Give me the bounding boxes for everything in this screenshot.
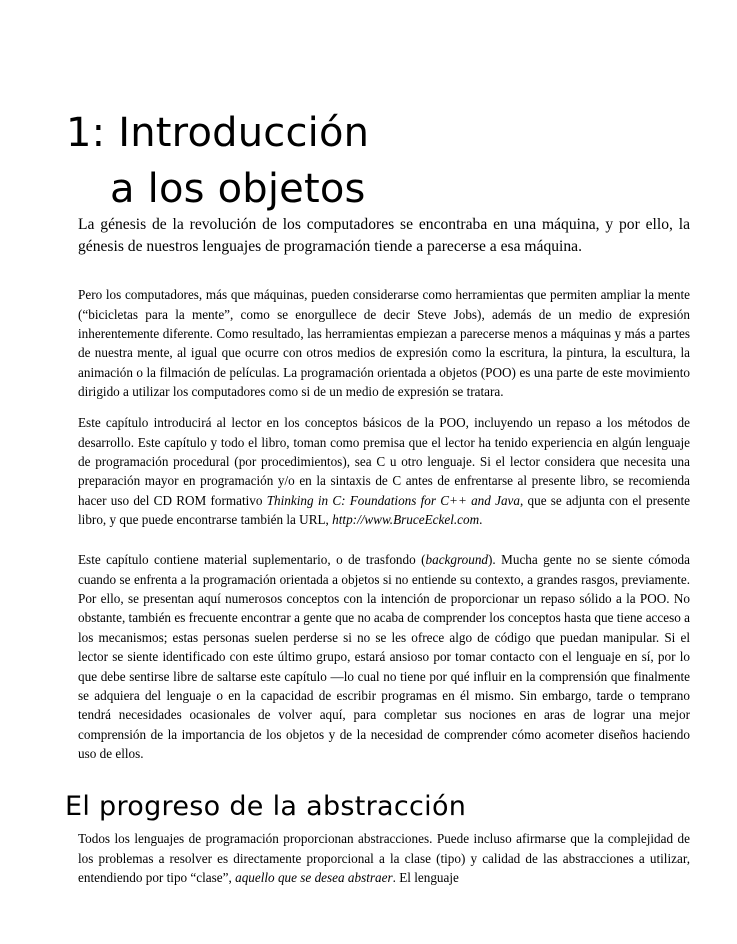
text-run: Todos los lenguajes de programación proporcionan abstracciones. Puede incluso afirmarse que la complejidad de los problemas a resolver es directamente proporcional a la clase (tipo) y calidad de las abstracciones a utilizar, entendiendo por tipo “clase”, [78,831,690,885]
italic-run: aquello que se desea abstraer [235,870,393,885]
body-paragraph-1: Pero los computadores, más que máquinas, pueden considerarse como herramientas que permiten ampliar la mente (“bicicletas para la mente”, como se enorgullece de decir Steve Jobs), además de un medio de expresión inherentemente diferente. Como resultado, las herramientas empiezan a parecerse menos a máquinas y más a partes de nuestra mente, al igual que ocurre con otros medios de expresión como la escritura, la pintura, la escultura, la animación o la filmación de películas. La programación orientada a objetos (POO) es una parte de este movimiento dirigido a utilizar los computadores como si de un medio de expresión se tratara. [78,287,690,400]
chapter-title-line-1: 1: Introducción [66,109,370,156]
chapter-title [66,105,686,217]
italic-run: Thinking in C: Foundations for C++ and Java [266,492,520,508]
text-run: Este capítulo contiene material suplementario, o de trasfondo ( [78,552,426,568]
italic-run: background [425,552,489,568]
chapter-title-line-2: a los objetos [110,165,366,212]
section-heading: El progreso de la abstracción [65,791,467,823]
text-run: ). Mucha gente no se siente cómoda cuando se enfrenta a la programación orientada a objetos si no entiende su contexto, a grandes rasgos, previamente. Por ello, se presentan aquí numerosos conceptos con la intención de proporcionar un repaso sólido a la POO. No obstante, también es frecuente encontrar a gente que no acaba de comprender los conceptos hasta que tiene acceso a los mecanismos; estas personas suelen perderse si no se les ofrece algo de código que puedan manipular. Si el lector se siente identificado con este último grupo, estará ansioso por tomar contacto con el lenguaje en sí, por lo que debe sentirse libre de saltarse este capítulo —lo cual no tiene por qué influir en la comprensión que finalmente se adquiera del lenguaje o en la capacidad de escribir programas en él mismo. Sin embargo, tarde o temprano tendrá necesidades ocasionales de volver aquí, para completar sus nociones en aras de lograr una mejor comprensión de la importancia de los objetos y de la necesidad de comprender cómo acometer diseños haciendo uso de ellos. [78,552,690,762]
text-run: Este capítulo introducirá al lector en los conceptos básicos de la POO, incluyendo un repaso a los métodos de desarrollo. Este capítulo y todo el libro, toman como premisa que el lector ha tenido experiencia en algún lenguaje de programación procedural (por procedimientos), sea C u otro lenguaje. Si el lector considera que necesita una preparación mayor en programación y/o en la sintaxis de C antes de enfrentarse al presente libro, se recomienda hacer uso del CD ROM formativo [78,415,690,508]
italic-run: http://www.BruceEckel.com [332,512,480,528]
body-paragraph-4 [78,829,690,887]
body-paragraph-3 [78,550,690,763]
body-paragraph-2 [78,413,690,529]
intro-paragraph: La génesis de la revolución de los computadores se encontraba en una máquina, y por ello, la génesis de nuestros lenguajes de programación tiende a parecerse a esa máquina. [78,215,690,255]
text-run: , que se adjunta con el presente libro, y que puede encontrarse también la URL, [78,492,691,528]
text-run: . El lenguaje [392,870,459,885]
text-run: . [479,512,483,528]
